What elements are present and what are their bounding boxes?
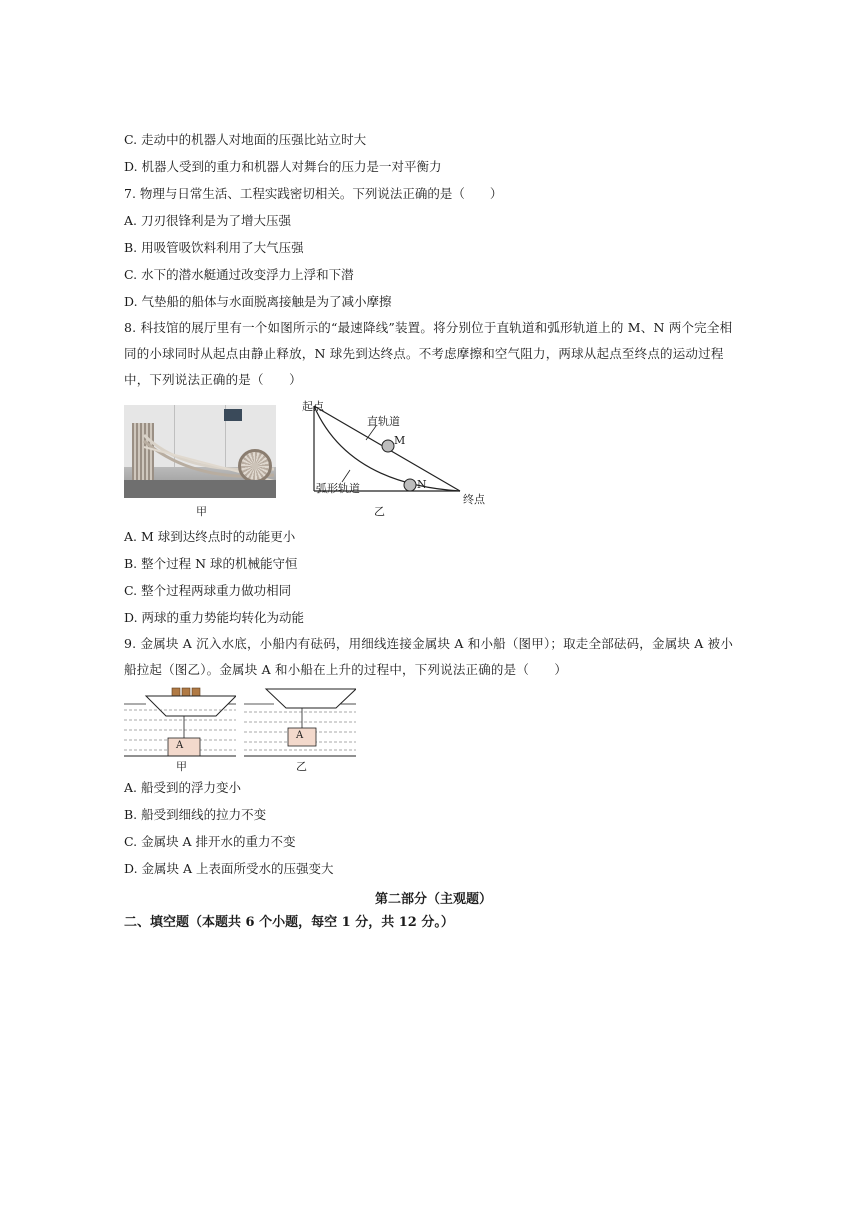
q8-option-d: D. 两球的重力势能均转化为动能 [124,610,305,625]
q7-option-c: C. 水下的潜水艇通过改变浮力上浮和下潜 [124,267,354,282]
q8-label-end: 终点 [463,493,485,506]
q6-option-c: C. 走动中的机器人对地面的压强比站立时大 [124,132,367,147]
q8-option-a: A. M 球到达终点时的动能更小 [124,529,296,544]
q9-option-a: A. 船受到的浮力变小 [124,780,241,795]
ball-n [404,479,416,491]
q9-caption-yi: 乙 [296,760,307,773]
q8-label-m: M [394,434,406,447]
q9-option-d: D. 金属块 A 上表面所受水的压强变大 [124,861,334,876]
q9-block-a-jia [168,738,200,756]
q9-option-c: C. 金属块 A 排开水的重力不变 [124,834,296,849]
q9-option-b: B. 船受到细线的拉力不变 [124,807,267,822]
q8-label-start: 起点 [302,400,324,413]
q9-block-label-yi: A [296,730,304,741]
q8-label-straight: 直轨道 [367,415,400,428]
q7-option-b: B. 用吸管吸饮料利用了大气压强 [124,240,304,255]
q8-label-curve: 弧形轨道 [316,482,360,495]
q8-photo-device [124,405,276,498]
q9-block-label-jia: A [176,740,184,751]
q8-caption-yi: 乙 [374,505,385,518]
q8-stem: 8. 科技馆的展厅里有一个如图所示的“最速降线”装置。将分别位于直轨道和弧形轨道上的 M、N 两个完全相同的小球同时从起点由静止释放，N 球先到达终点。不考虑摩擦和空气阻力，两球从起点至终点的运动过程中，下列说法正确的是（ ） [124,320,733,387]
q8-caption-jia: 甲 [196,505,207,518]
q7-stem: 7. 物理与日常生活、工程实践密切相关。下列说法正确的是（ ） [124,186,503,201]
q9-caption-jia: 甲 [176,760,187,773]
q8-label-n: N [417,478,427,491]
q6-option-d: D. 机器人受到的重力和机器人对舞台的压力是一对平衡力 [124,159,442,174]
q9-diagram-yi [244,686,356,758]
q7-option-a: A. 刀刃很锋利是为了增大压强 [124,213,291,228]
section2-heading: 二、填空题（本题共 6 个小题，每空 1 分，共 12 分。） [124,915,454,930]
q9-stem: 9. 金属块 A 沉入水底，小船内有砝码，用细线连接金属块 A 和小船（图甲）；取走全部砝码，金属块 A 被小船拉起（图乙）。金属块 A 和小船在上升的过程中，下列说法正确的是（ ） [124,636,734,677]
q7-option-d: D. 气垫船的船体与水面脱离接触是为了减小摩擦 [124,294,392,309]
q8-option-b: B. 整个过程 N 球的机械能守恒 [124,556,298,571]
q8-option-c: C. 整个过程两球重力做功相同 [124,583,292,598]
ball-m [382,440,394,452]
part2-title: 第二部分（主观题） [374,892,492,907]
